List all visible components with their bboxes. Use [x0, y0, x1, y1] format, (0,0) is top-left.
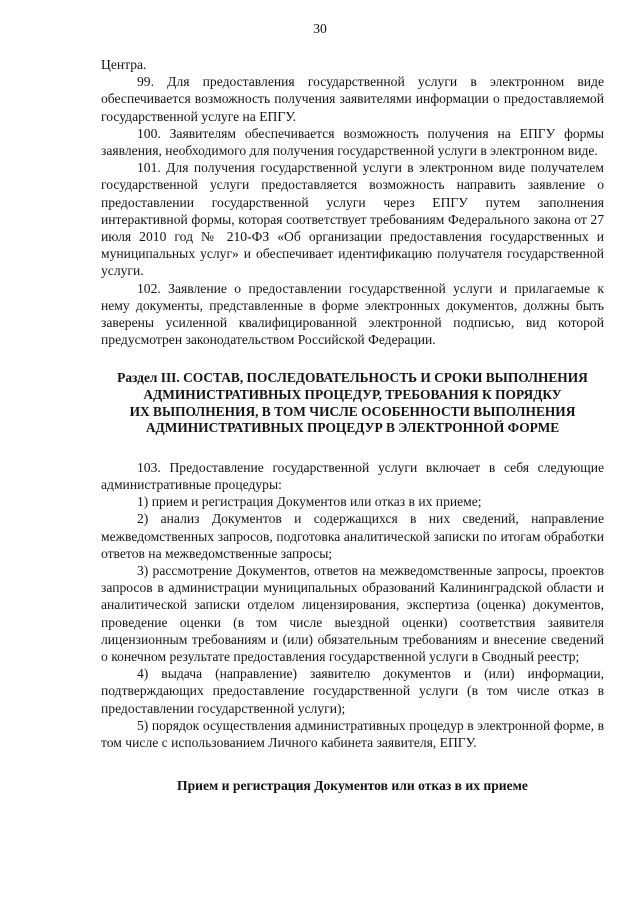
page-number: 30 — [313, 21, 327, 36]
paragraph-101: 101. Для получения государственной услуги в электронном виде получателем государственной услуги предоставляется возможность направить заявление о предоставлении государственной услуги через ЕПГУ путем заполнения интерактивной формы, которая соответствует требованиям Федерального закона от 27 июля 2010 год № 210-ФЗ «Об организации предоставления государственных и муниципальных услуг» и обеспечивает идентификацию получателя государственной услуги. — [101, 160, 604, 279]
section-heading — [101, 370, 604, 436]
section-heading-line: ИХ ВЫПОЛНЕНИЯ, В ТОМ ЧИСЛЕ ОСОБЕННОСТИ ВЫПОЛНЕНИЯ — [129, 403, 576, 419]
section-heading-line: Раздел III. СОСТАВ, ПОСЛЕДОВАТЕЛЬНОСТЬ И СРОКИ ВЫПОЛНЕНИЯ — [117, 370, 588, 386]
list-item: 2) анализ Документов и содержащихся в них сведений, направление межведомственных запросов, подготовка аналитической записки по итогам обработки ответов на межведомственные запросы; — [101, 511, 604, 561]
list-item: 3) рассмотрение Документов, ответов на межведомственные запросы, проектов запросов в администрации муниципальных образований Калининградской области и аналитической записки отделом лицензирования, экспертиза (оценка) документов, проведение оценки (в том числе выездной оценки) соответствия заявителя лицензионным требованиям и (или) обязательным требованиям и внесение сведений о конечном результате предоставления государственной услуги в Сводный реестр; — [101, 563, 604, 665]
subsection-heading: Прием и регистрация Документов или отказ в их приеме — [177, 778, 528, 794]
paragraph-102: 102. Заявление о предоставлении государственной услуги и прилагаемые к нему документы, представленные в форме электронных документов, должны быть заверены усиленной квалифицированной электронной подписью, вид которой предусмотрен законодательством Российской Федерации. — [101, 280, 604, 348]
document-body — [101, 56, 604, 794]
paragraph-99: 99. Для предоставления государственной услуги в электронном виде обеспечивается возможность получения заявителями информации о предоставляемой государственной услуге на ЕПГУ. — [101, 74, 604, 124]
list-item: 4) выдача (направление) заявителю документов и (или) информации, подтверждающих предоставление государственной услуги (в том числе отказ в предоставлении государственной услуги); — [101, 666, 604, 716]
section-heading-line: АДМИНИСТРАТИВНЫХ ПРОЦЕДУР, ТРЕБОВАНИЯ К ПОРЯДКУ — [143, 387, 562, 403]
list-item: 1) прием и регистрация Документов или отказ в их приеме; — [137, 494, 482, 510]
paragraph-continuation: Центра. — [101, 57, 147, 72]
list-item: 5) порядок осуществления административных процедур в электронной форме, в том числе с использованием Личного кабинета заявителя, ЕПГУ. — [101, 717, 604, 751]
section-heading-line: АДМИНИСТРАТИВНЫХ ПРОЦЕДУР В ЭЛЕКТРОННОЙ ФОРМЕ — [145, 420, 560, 436]
paragraph-103: 103. Предоставление государственной услуги включает в себя следующие административные процедуры: — [101, 459, 604, 493]
paragraph-100: 100. Заявителям обеспечивается возможность получения на ЕПГУ формы заявления, необходимого для получения государственной услуги в электронном виде. — [101, 125, 604, 159]
